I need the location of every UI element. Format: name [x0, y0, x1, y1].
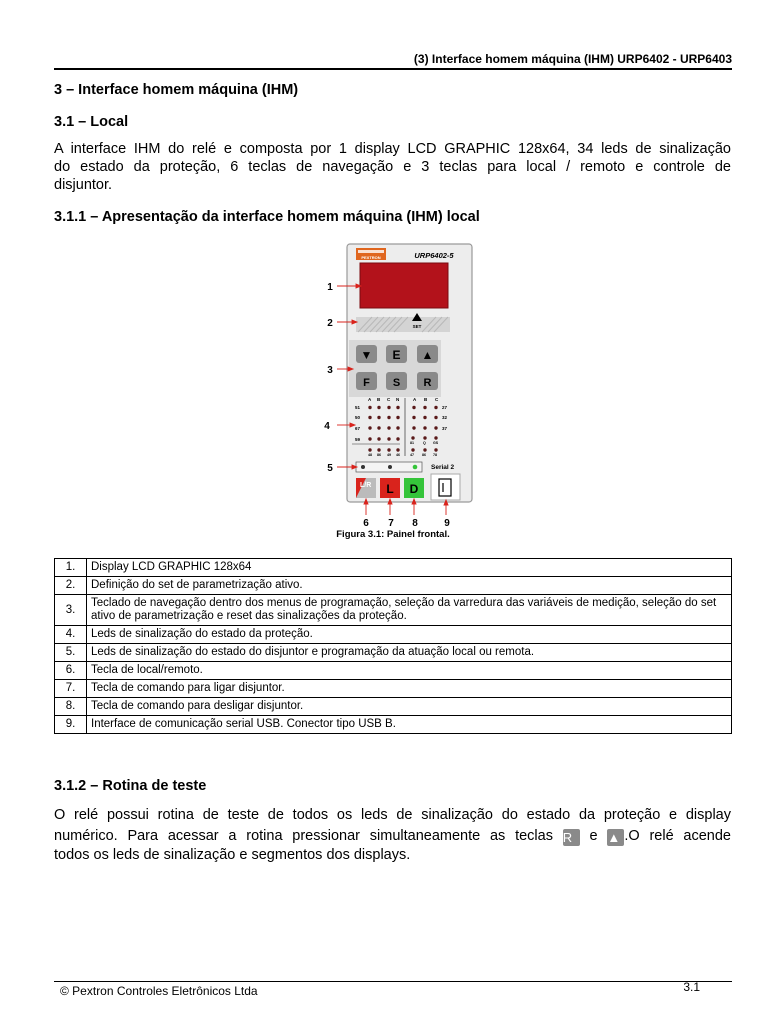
table-row: 7. Tecla de comando para ligar disjuntor.: [55, 680, 732, 698]
svg-text:B: B: [424, 397, 428, 402]
svg-text:6: 6: [363, 518, 369, 529]
table-row: 8. Tecla de comando para desligar disjuntor.: [55, 698, 732, 716]
svg-text:N: N: [396, 397, 400, 402]
svg-text:37: 37: [442, 426, 448, 431]
svg-text:67: 67: [355, 426, 361, 431]
test-paragraph: [54, 806, 731, 864]
table-row: 4. Leds de sinalização do estado da proteção.: [55, 626, 732, 644]
svg-text:49: 49: [387, 453, 391, 457]
svg-text:50: 50: [355, 415, 361, 420]
svg-text:47: 47: [410, 453, 414, 457]
test-line-1: O relé possui rotina de teste de todos os leds de sinalização do estado da proteção e display: [54, 807, 731, 823]
key-down-label: ▼: [360, 348, 373, 362]
svg-text:9: 9: [444, 518, 450, 529]
page-number: 3.1: [683, 980, 700, 994]
svg-text:7: 7: [388, 518, 394, 529]
up-arrow-key-icon: ▲: [607, 829, 624, 846]
table-row: 9. Interface de comunicação serial USB. Conector tipo USB B.: [55, 716, 732, 734]
intro-line: A interface IHM do relé e composta por 1 display LCD GRAPHIC 128x64, 34 leds de sinalização: [54, 141, 731, 157]
subsection-3-1-1-title: 3.1.1 – Apresentação da interface homem máquina (IHM) local: [54, 209, 480, 225]
lcd-display: [360, 263, 448, 308]
key-d-label: D: [409, 482, 419, 496]
table-row: 5. Leds de sinalização do estado do disjuntor e programação da atuação local ou remota.: [55, 644, 732, 662]
running-title: (3) Interface homem máquina (IHM) URP6402 - URP6403: [413, 52, 732, 66]
table-row: 6. Tecla de local/remoto.: [55, 662, 732, 680]
svg-text:8: 8: [412, 518, 418, 529]
svg-text:B: B: [377, 397, 381, 402]
test-line-3: todos os leds de sinalização e segmentos dos displays.: [54, 847, 411, 863]
svg-text:A: A: [413, 397, 417, 402]
usb-port-icon: [439, 479, 451, 496]
test-line-2: numérico. Para acessar a rotina pressionar simultaneamente as teclas R e ▲ .O relé acende: [54, 828, 731, 845]
section-title: 3 – Interface homem máquina (IHM): [54, 82, 299, 98]
svg-text:C: C: [435, 397, 439, 402]
svg-text:51: 51: [355, 405, 361, 410]
serial-label: Serial 2: [431, 464, 455, 471]
svg-text:Q: Q: [423, 441, 426, 445]
svg-text:86: 86: [422, 453, 426, 457]
key-f-label: F: [363, 377, 370, 389]
model-label: URP6402-5: [414, 251, 454, 260]
legend-table: [54, 558, 732, 734]
brand-text: PEXTRON: [361, 255, 381, 260]
key-r-label: R: [423, 377, 432, 389]
table-row: 3. Teclado de navegação dentro dos menus de programação, seleção da varredura das variáveis de medição, seleção do set ativo de parametrização e reset das sinalizações da proteção.: [55, 595, 732, 626]
r-key-icon: R: [563, 829, 580, 846]
page-footer: [54, 980, 732, 998]
key-up-label: ▲: [421, 348, 434, 362]
svg-text:4: 4: [324, 421, 330, 432]
svg-text:3: 3: [327, 365, 333, 376]
svg-text:27: 27: [442, 405, 448, 410]
svg-text:C: C: [387, 397, 391, 402]
svg-text:2: 2: [327, 318, 333, 329]
subsection-title: 3.1 – Local: [54, 114, 129, 130]
svg-text:86: 86: [377, 453, 381, 457]
key-l-label: L: [386, 482, 394, 496]
svg-text:32: 32: [442, 415, 448, 420]
svg-text:81: 81: [410, 441, 414, 445]
svg-text:46: 46: [396, 453, 400, 457]
intro-line: do estado da proteção, 6 teclas de navegação e 3 teclas para local / remoto e controle de: [54, 159, 731, 175]
svg-text:1: 1: [327, 282, 333, 293]
intro-line: disjuntor.: [54, 177, 113, 193]
set-label: SET: [412, 324, 422, 329]
svg-text:48: 48: [368, 453, 372, 457]
svg-text:78: 78: [433, 453, 437, 457]
footer-company: © Pextron Controles Eletrônicos Ltda: [60, 984, 258, 998]
svg-text:59: 59: [355, 437, 361, 442]
table-row: 1. Display LCD GRAPHIC 128x64: [55, 559, 732, 577]
svg-text:A: A: [368, 397, 372, 402]
figure-caption: Figura 3.1: Painel frontal.: [336, 529, 450, 540]
subsection-3-1-2-title: 3.1.2 – Rotina de teste: [54, 778, 207, 794]
svg-text:5: 5: [327, 463, 333, 474]
key-lr-label: L/R: [360, 482, 372, 489]
key-e-label: E: [392, 348, 401, 362]
key-s-label: S: [392, 377, 401, 389]
svg-text:GS: GS: [433, 441, 439, 445]
table-row: 2. Definição do set de parametrização ativo.: [55, 577, 732, 595]
